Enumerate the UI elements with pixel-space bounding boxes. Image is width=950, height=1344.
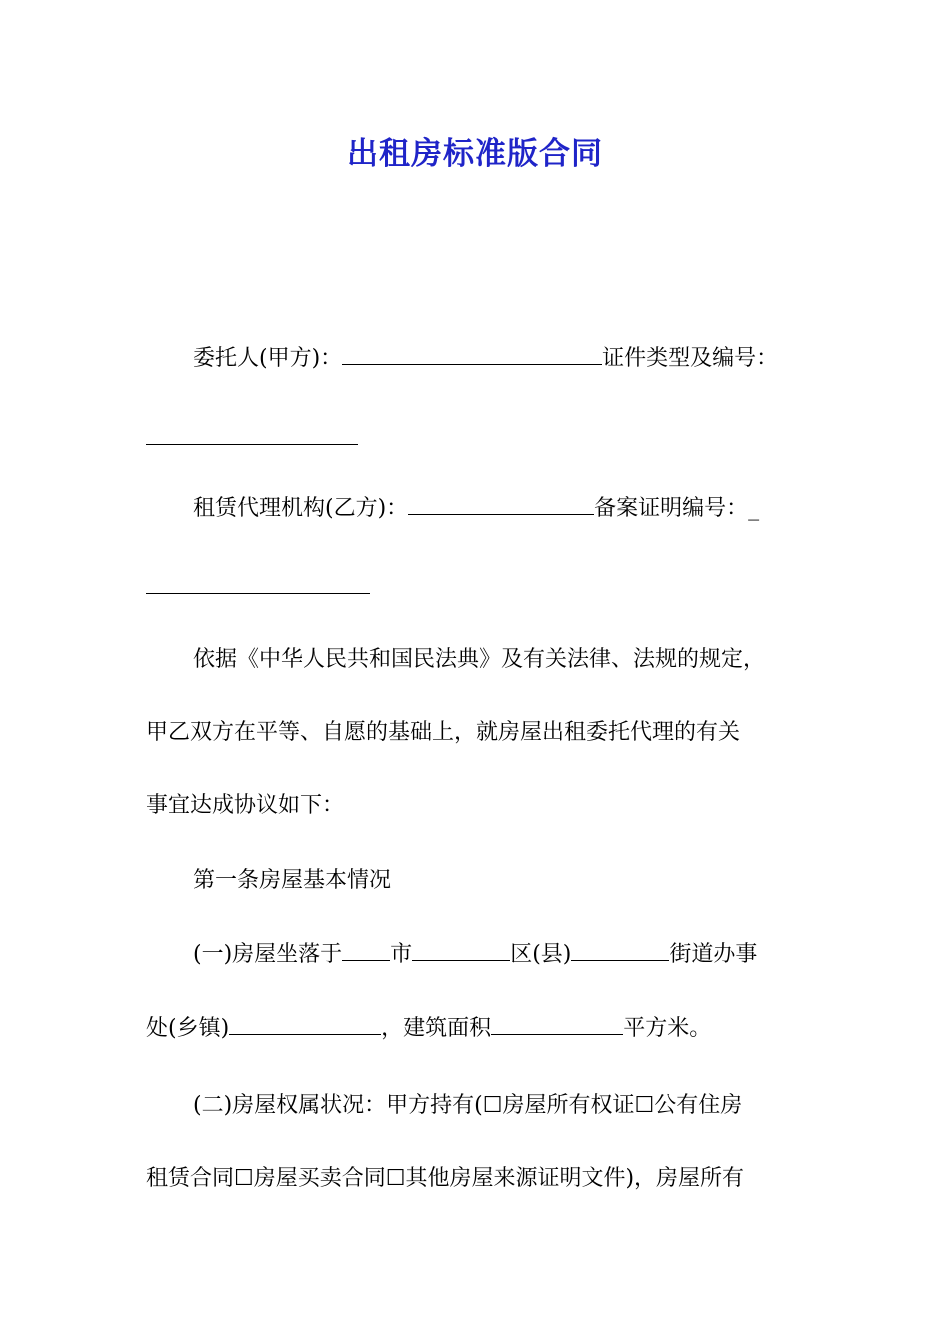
area-blank[interactable] <box>491 1014 623 1035</box>
city-blank[interactable] <box>342 940 390 961</box>
township-blank[interactable] <box>229 1014 381 1035</box>
area-label: ，建筑面积 <box>381 1016 492 1041</box>
article-1-item-2-line-1: (二)房屋权属状况：甲方持有(☐房屋所有权证☐公有住房 <box>193 1093 743 1118</box>
party-b-record-label: 备案证明编号：_ <box>594 496 760 521</box>
preamble-line-1: 依据《中华人民共和国民法典》及有关法律、法规的规定， <box>193 647 766 672</box>
party-a-name-blank[interactable] <box>342 344 602 365</box>
article-1-heading: 第一条房屋基本情况 <box>193 868 392 893</box>
article-1-item-2-line-2: 租赁合同☐房屋买卖合同☐其他房屋来源证明文件)，房屋所有 <box>146 1166 745 1191</box>
district-blank[interactable] <box>412 940 510 961</box>
street-label: 街道办事 <box>669 942 758 967</box>
area-unit: 平方米。 <box>623 1016 712 1041</box>
article-1-item-1-line-2 <box>146 1014 711 1044</box>
document-title: 出租房标准版合同 <box>347 136 603 172</box>
preamble-line-2: 甲乙双方在平等、自愿的基础上，就房屋出租委托代理的有关 <box>146 720 741 745</box>
party-a-id-blank[interactable] <box>146 444 358 445</box>
article-1-item-1-line-1 <box>193 940 757 970</box>
party-a-label: 委托人(甲方)： <box>193 346 343 371</box>
party-b-name-blank[interactable] <box>408 494 594 515</box>
city-label: 市 <box>390 942 413 967</box>
party-b-label: 租赁代理机构(乙方)： <box>193 496 409 521</box>
party-a-id-label: 证件类型及编号： <box>602 346 779 371</box>
location-prefix: (一)房屋坐落于 <box>193 942 343 967</box>
street-blank[interactable] <box>571 940 669 961</box>
party-a-line <box>193 344 778 374</box>
district-label: 区(县) <box>510 942 572 967</box>
preamble-line-3: 事宜达成协议如下： <box>146 793 345 818</box>
township-label: 处(乡镇) <box>146 1016 230 1041</box>
party-b-record-blank[interactable] <box>146 593 370 594</box>
party-b-line <box>193 494 759 524</box>
